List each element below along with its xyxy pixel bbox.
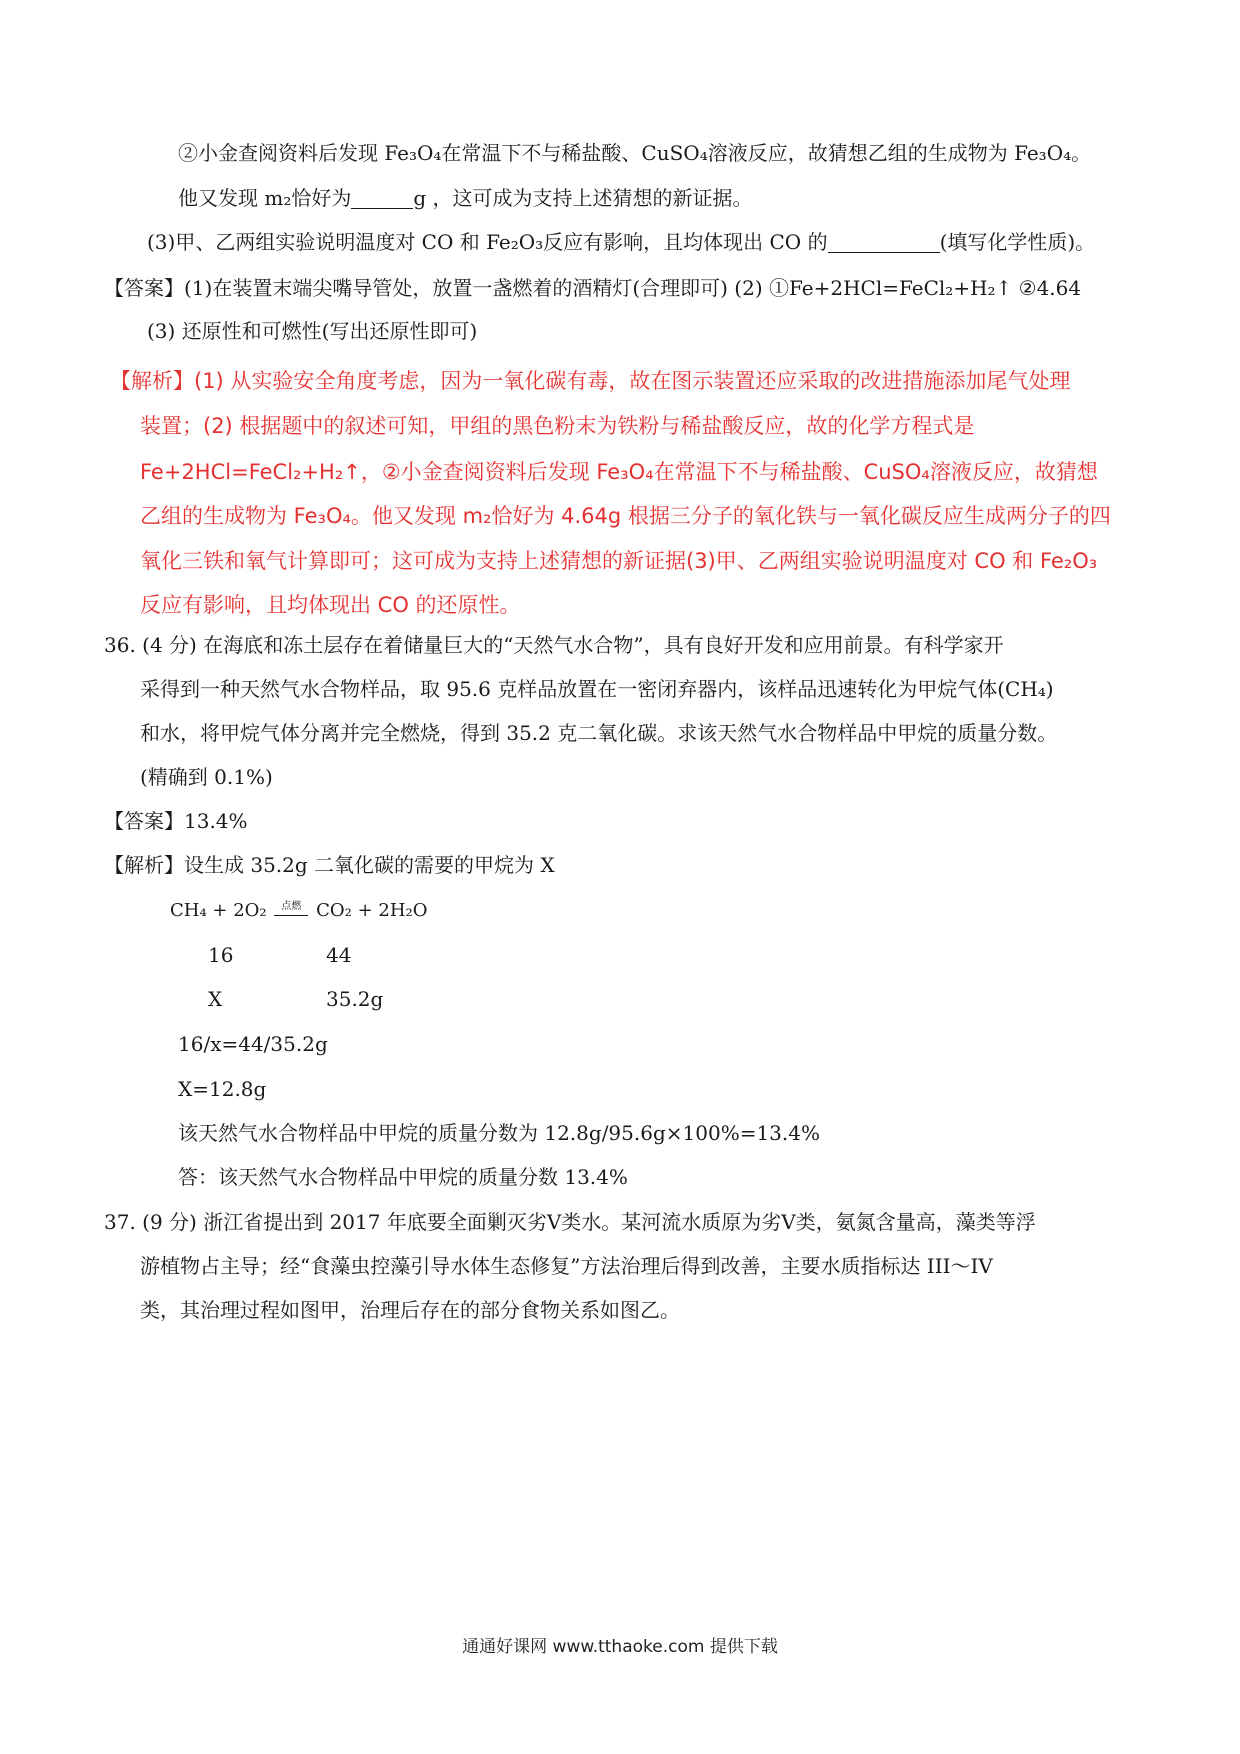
q35-part3-after: (填写化学性质)。: [939, 230, 1096, 254]
reaction-condition: 点燃: [281, 901, 302, 912]
q35-answer-line2: (3) 还原性和可燃性(写出还原性即可): [147, 319, 478, 343]
q37-stem-line: 游植物占主导；经“食藻虫控藻引导水体生态修复”方法治理后得到改善，主要水质指标达 III～IV: [140, 1254, 993, 1278]
result-line: X=12.8g: [178, 1077, 267, 1101]
q36-answer: 【答案】13.4%: [104, 809, 248, 833]
mass-row-2a: X: [208, 987, 223, 1011]
q35-line2-unit: g: [413, 186, 427, 210]
q35-part2-2-line1: ②小金查阅资料后发现 Fe₃O₄在常温下不与稀盐酸、CuSO₄溶液反应，故猜想乙组的生成物为 Fe₃O₄。: [178, 141, 1092, 165]
q35-part3-before: (3)甲、乙两组实验说明温度对 CO 和 Fe₂O₃反应有影响，且均体现出 CO 的: [147, 230, 828, 254]
q35-analysis-line: 【解析】(1) 从实验安全角度考虑，因为一氧化碳有毒，故在图示装置还应采取的改进措施添加尾气处理: [110, 369, 1071, 393]
reaction-arrow: [274, 901, 308, 916]
answer-blank: [828, 232, 940, 253]
q35-part3: [147, 229, 1095, 255]
q35-analysis-line: 乙组的生成物为 Fe₃O₄。他又发现 m₂恰好为 4.64g 根据三分子的氧化铁与一氧化碳反应生成两分子的四: [140, 504, 1111, 528]
q36-stem-line: (精确到 0.1%): [140, 765, 273, 789]
q35-part2-2-line2: [178, 185, 753, 211]
q37-stem-line: 类，其治理过程如图甲，治理后存在的部分食物关系如图乙。: [140, 1298, 680, 1322]
q35-analysis-line: 氧化三铁和氧气计算即可；这可成为支持上述猜想的新证据(3)甲、乙两组实验说明温度对 CO 和 Fe₂O₃: [140, 549, 1098, 573]
q35-line2-before: 他又发现 m₂恰好为: [178, 186, 352, 210]
mass-row-1b: 44: [326, 943, 352, 967]
q35-analysis-line: Fe+2HCl=FeCl₂+H₂↑，②小金查阅资料后发现 Fe₃O₄在常温下不与稀盐酸、CuSO₄溶液反应，故猜想: [140, 460, 1098, 484]
mass-row-2b: 35.2g: [326, 987, 384, 1011]
q36-stem-line: 和水，将甲烷气体分离并完全燃烧，得到 35.2 克二氧化碳。求该天然气水合物样品中甲烷的质量分数。: [140, 721, 1058, 745]
q36-analysis: 【解析】设生成 35.2g 二氧化碳的需要的甲烷为 X: [104, 853, 555, 877]
q37-stem-line: 37. (9 分) 浙江省提出到 2017 年底要全面剿灭劣Ⅴ类水。某河流水质原为劣Ⅴ类，氨氮含量高，藻类等浮: [104, 1210, 1036, 1234]
q35-answer-line1: 【答案】(1)在装置末端尖嘴导管处，放置一盏燃着的酒精灯(合理即可) (2) ①Fe+2HCl=FeCl₂+H₂↑ ②4.64: [104, 276, 1082, 300]
q36-stem-line: 采得到一种天然气水合物样品，取 95.6 克样品放置在一密闭弃器内，该样品迅速转化为甲烷气体(CH₄): [140, 677, 1054, 701]
final-answer-line: 答：该天然气水合物样品中甲烷的质量分数 13.4%: [178, 1165, 628, 1189]
fraction-line: 该天然气水合物样品中甲烷的质量分数为 12.8g/95.6g×100%=13.4%: [178, 1121, 820, 1145]
answer-blank: [351, 188, 413, 209]
chemical-equation: [170, 898, 428, 924]
mass-row-1a: 16: [208, 943, 234, 967]
q35-analysis-line: 反应有影响，且均体现出 CO 的还原性。: [140, 593, 521, 617]
equation-left: CH₄ + 2O₂: [170, 900, 267, 921]
ratio-line: 16/x=44/35.2g: [178, 1032, 328, 1056]
page-footer: 通通好课网 www.tthaoke.com 提供下载: [462, 1637, 778, 1657]
q36-stem-line: 36. (4 分) 在海底和冻土层存在着储量巨大的“天然气水合物”，具有良好开发和应用前景。有科学家开: [104, 633, 1004, 657]
q35-analysis-line: 装置；(2) 根据题中的叙述可知，甲组的黑色粉末为铁粉与稀盐酸反应，故的化学方程式是: [140, 414, 975, 438]
equation-right: CO₂ + 2H₂O: [316, 900, 428, 921]
q35-line2-after: ，这可成为支持上述猜想的新证据。: [432, 186, 753, 210]
